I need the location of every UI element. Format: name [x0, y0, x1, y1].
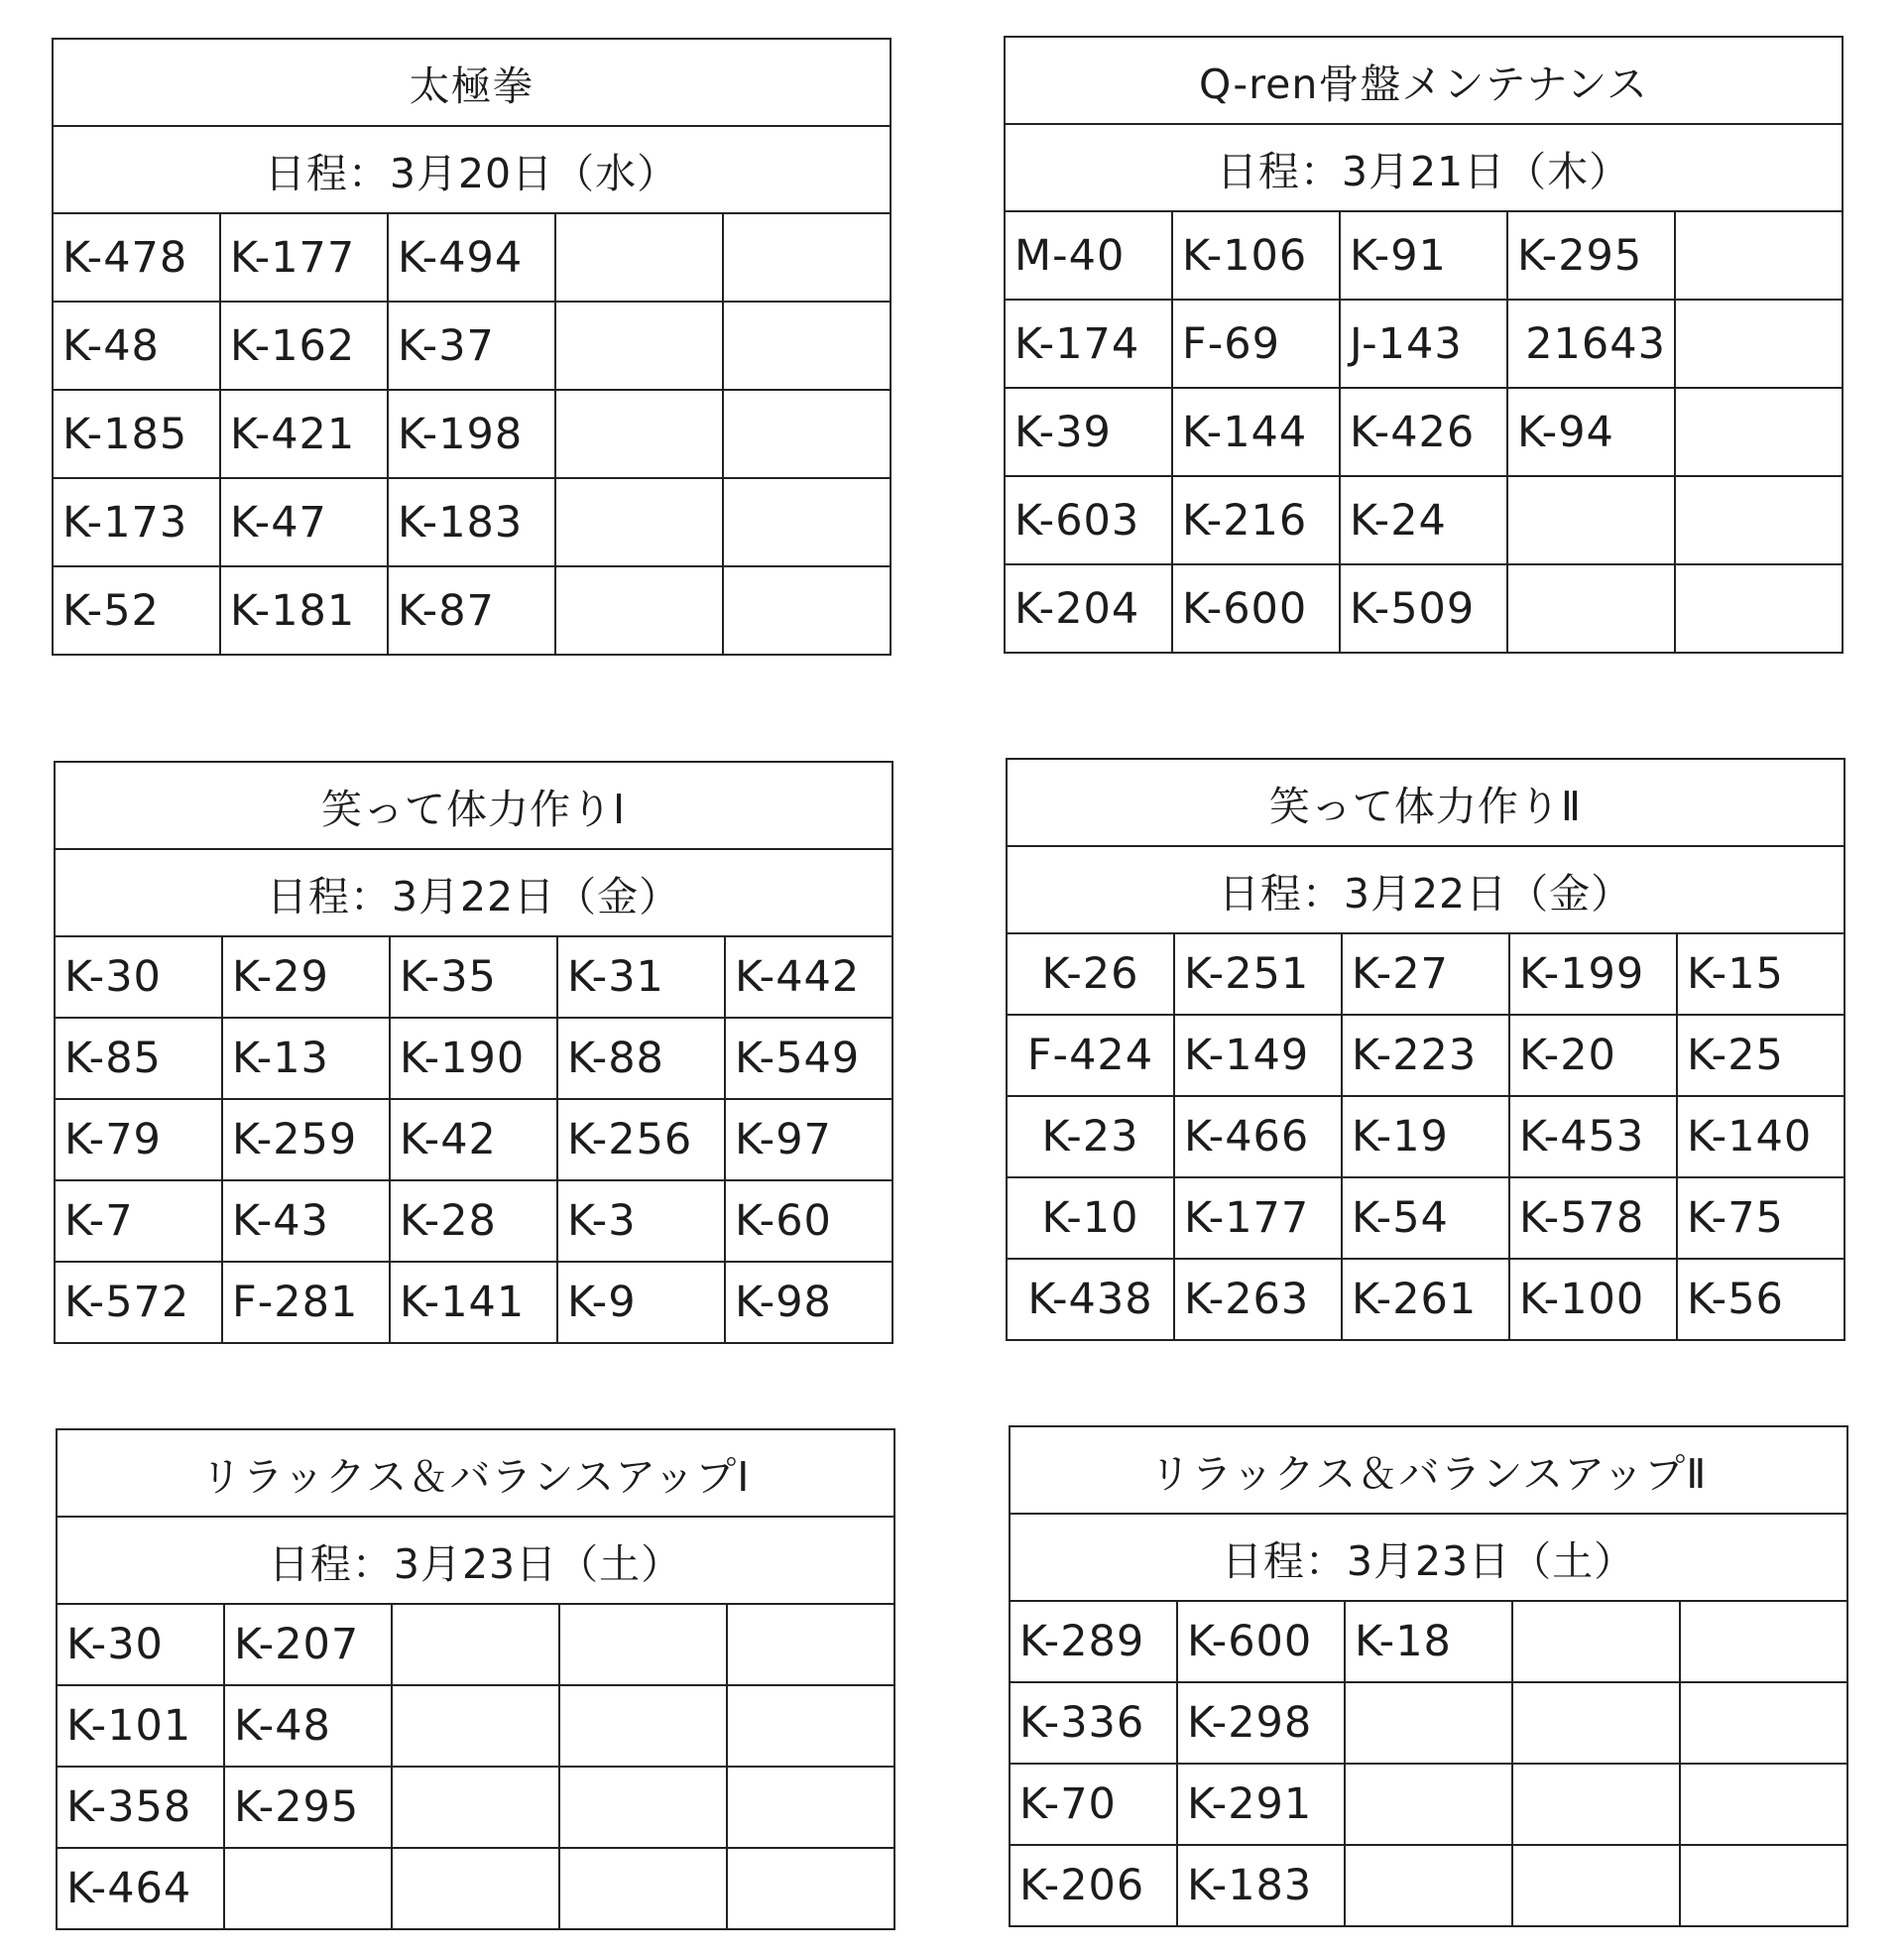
table-cell: K-20 — [1509, 1015, 1677, 1096]
table-row — [1007, 1096, 1844, 1177]
table-cell: K-70 — [1010, 1764, 1177, 1845]
table-cell — [559, 1848, 727, 1929]
table-cell — [1345, 1845, 1512, 1926]
table-row — [57, 1767, 894, 1848]
table-cell: K-9 — [557, 1262, 725, 1343]
table-cell: K-101 — [57, 1685, 224, 1767]
table-cell: K-295 — [1507, 211, 1675, 300]
table-cell: K-31 — [557, 936, 725, 1018]
table-cell — [559, 1604, 727, 1685]
table-cell: K-181 — [220, 566, 388, 655]
table-cell — [723, 478, 891, 566]
table-row — [55, 1262, 892, 1343]
table-cell: K-24 — [1340, 476, 1507, 564]
table-cell — [392, 1685, 559, 1767]
table-cell: K-35 — [390, 936, 557, 1018]
table-date: 日程：3月23日（土） — [1010, 1514, 1847, 1601]
table-cell: K-438 — [1007, 1259, 1174, 1340]
table-cell: K-572 — [55, 1262, 222, 1343]
table-cell: K-43 — [222, 1180, 390, 1262]
table-row — [1010, 1601, 1847, 1682]
table-cell: K-261 — [1342, 1259, 1509, 1340]
table-cell: K-494 — [388, 213, 555, 302]
table-cell: K-141 — [390, 1262, 557, 1343]
table-cell: K-600 — [1177, 1601, 1345, 1682]
table-cell: K-466 — [1174, 1096, 1342, 1177]
table-cell — [555, 478, 723, 566]
table-row — [53, 566, 891, 655]
table-cell: K-25 — [1677, 1015, 1844, 1096]
table-row — [1007, 933, 1844, 1015]
table-cell — [723, 566, 891, 655]
table-cell: K-75 — [1677, 1177, 1844, 1259]
table-cell — [727, 1848, 894, 1929]
table-cell: K-15 — [1677, 933, 1844, 1015]
table-cell: K-97 — [725, 1099, 892, 1180]
table-row — [53, 302, 891, 390]
schedule-table-relax-balance-2 — [1009, 1425, 1848, 1927]
table-cell: K-85 — [55, 1018, 222, 1099]
table-cell — [1507, 564, 1675, 653]
table-cell: K-30 — [55, 936, 222, 1018]
table-cell: K-37 — [388, 302, 555, 390]
table-row — [55, 936, 892, 1018]
schedule-table-relax-balance-1 — [56, 1428, 895, 1930]
table-title: リラックス＆バランスアップⅡ — [1010, 1426, 1847, 1514]
table-cell: K-336 — [1010, 1682, 1177, 1764]
table-cell: K-3 — [557, 1180, 725, 1262]
table-cell — [1512, 1682, 1680, 1764]
table-cell: K-464 — [57, 1848, 224, 1929]
table-cell: M-40 — [1005, 211, 1172, 300]
table-cell — [1675, 211, 1843, 300]
table-cell: K-183 — [388, 478, 555, 566]
table-cell: K-603 — [1005, 476, 1172, 564]
table-cell — [1675, 300, 1843, 388]
table-cell: K-183 — [1177, 1845, 1345, 1926]
table-cell: K-251 — [1174, 933, 1342, 1015]
table-cell — [727, 1767, 894, 1848]
table-cell: K-23 — [1007, 1096, 1174, 1177]
table-cell: K-19 — [1342, 1096, 1509, 1177]
table-cell: K-60 — [725, 1180, 892, 1262]
table-row — [1007, 1259, 1844, 1340]
table-cell — [559, 1685, 727, 1767]
table-cell: K-52 — [53, 566, 220, 655]
table-cell: K-256 — [557, 1099, 725, 1180]
table-cell: K-358 — [57, 1767, 224, 1848]
table-cell: K-18 — [1345, 1601, 1512, 1682]
table-cell: F-281 — [222, 1262, 390, 1343]
table-cell — [1680, 1682, 1847, 1764]
table-cell: K-94 — [1507, 388, 1675, 476]
table-cell: K-295 — [224, 1767, 392, 1848]
table-cell: K-42 — [390, 1099, 557, 1180]
table-cell: K-291 — [1177, 1764, 1345, 1845]
table-cell — [1680, 1764, 1847, 1845]
table-cell: K-39 — [1005, 388, 1172, 476]
table-title: Q-ren骨盤メンテナンス — [1005, 37, 1843, 124]
table-row — [57, 1848, 894, 1929]
table-cell: K-426 — [1340, 388, 1507, 476]
table-cell: K-199 — [1509, 933, 1677, 1015]
table-cell: K-26 — [1007, 933, 1174, 1015]
table-cell — [392, 1767, 559, 1848]
table-cell: K-263 — [1174, 1259, 1342, 1340]
table-row — [1010, 1764, 1847, 1845]
table-title: 笑って体力作りⅡ — [1007, 759, 1844, 846]
table-cell: K-600 — [1172, 564, 1340, 653]
table-title: リラックス＆バランスアップⅠ — [57, 1429, 894, 1517]
table-cell: K-216 — [1172, 476, 1340, 564]
table-cell — [727, 1604, 894, 1685]
table-cell: K-106 — [1172, 211, 1340, 300]
table-date: 日程：3月20日（水） — [53, 126, 891, 213]
table-cell — [559, 1767, 727, 1848]
table-cell — [1675, 476, 1843, 564]
table-cell: K-421 — [220, 390, 388, 478]
table-cell: K-174 — [1005, 300, 1172, 388]
table-cell: K-204 — [1005, 564, 1172, 653]
table-cell: K-79 — [55, 1099, 222, 1180]
table-cell — [1512, 1601, 1680, 1682]
table-cell: K-144 — [1172, 388, 1340, 476]
table-cell: K-28 — [390, 1180, 557, 1262]
table-date: 日程：3月21日（木） — [1005, 124, 1843, 211]
table-row — [55, 1180, 892, 1262]
table-row — [1010, 1845, 1847, 1926]
table-cell: K-54 — [1342, 1177, 1509, 1259]
table-cell: K-549 — [725, 1018, 892, 1099]
table-cell: K-173 — [53, 478, 220, 566]
table-cell: K-478 — [53, 213, 220, 302]
table-cell — [1345, 1682, 1512, 1764]
table-cell: K-27 — [1342, 933, 1509, 1015]
table-row — [55, 1018, 892, 1099]
table-row — [53, 478, 891, 566]
table-cell: K-177 — [1174, 1177, 1342, 1259]
table-cell: K-185 — [53, 390, 220, 478]
table-cell — [1675, 564, 1843, 653]
schedule-table-laugh-fitness-1 — [54, 761, 893, 1344]
table-row — [1007, 1177, 1844, 1259]
table-cell: K-87 — [388, 566, 555, 655]
table-title: 笑って体力作りⅠ — [55, 762, 892, 849]
schedule-table-laugh-fitness-2 — [1006, 758, 1845, 1341]
table-cell — [727, 1685, 894, 1767]
table-cell — [555, 566, 723, 655]
table-cell: K-140 — [1677, 1096, 1844, 1177]
table-cell: K-91 — [1340, 211, 1507, 300]
schedule-table-qren-pelvis — [1004, 36, 1844, 654]
table-cell: K-298 — [1177, 1682, 1345, 1764]
table-cell: F-69 — [1172, 300, 1340, 388]
table-date: 日程：3月22日（金） — [55, 849, 892, 936]
table-cell: K-7 — [55, 1180, 222, 1262]
table-cell: K-30 — [57, 1604, 224, 1685]
table-cell: K-100 — [1509, 1259, 1677, 1340]
table-row — [1005, 476, 1843, 564]
table-cell: F-424 — [1007, 1015, 1174, 1096]
table-cell — [392, 1848, 559, 1929]
table-cell: K-206 — [1010, 1845, 1177, 1926]
table-cell: K-162 — [220, 302, 388, 390]
table-title: 太極拳 — [53, 39, 891, 126]
table-cell — [1345, 1764, 1512, 1845]
table-row — [53, 213, 891, 302]
table-cell — [1507, 476, 1675, 564]
table-cell: K-198 — [388, 390, 555, 478]
table-date: 日程：3月23日（土） — [57, 1517, 894, 1604]
table-cell — [555, 302, 723, 390]
table-cell: K-13 — [222, 1018, 390, 1099]
table-cell — [723, 213, 891, 302]
table-cell: K-10 — [1007, 1177, 1174, 1259]
table-cell: K-48 — [224, 1685, 392, 1767]
table-cell: K-29 — [222, 936, 390, 1018]
table-cell: 21643 — [1507, 300, 1675, 388]
table-cell: J-143 — [1340, 300, 1507, 388]
table-cell: K-98 — [725, 1262, 892, 1343]
table-row — [53, 390, 891, 478]
table-cell — [1680, 1845, 1847, 1926]
table-cell: K-509 — [1340, 564, 1507, 653]
table-cell: K-177 — [220, 213, 388, 302]
table-row — [55, 1099, 892, 1180]
table-cell: K-453 — [1509, 1096, 1677, 1177]
table-cell: K-223 — [1342, 1015, 1509, 1096]
table-cell — [723, 302, 891, 390]
table-cell: K-289 — [1010, 1601, 1177, 1682]
table-row — [1005, 211, 1843, 300]
table-date: 日程：3月22日（金） — [1007, 846, 1844, 933]
table-cell: K-207 — [224, 1604, 392, 1685]
table-row — [1005, 564, 1843, 653]
table-cell — [555, 390, 723, 478]
table-row — [1010, 1682, 1847, 1764]
table-cell: K-48 — [53, 302, 220, 390]
table-cell: K-578 — [1509, 1177, 1677, 1259]
table-cell — [723, 390, 891, 478]
table-row — [57, 1685, 894, 1767]
table-cell — [1512, 1764, 1680, 1845]
table-row — [57, 1604, 894, 1685]
table-row — [1007, 1015, 1844, 1096]
table-cell — [392, 1604, 559, 1685]
table-cell: K-47 — [220, 478, 388, 566]
table-cell — [555, 213, 723, 302]
table-cell — [1512, 1845, 1680, 1926]
table-cell — [224, 1848, 392, 1929]
table-cell: K-56 — [1677, 1259, 1844, 1340]
table-row — [1005, 388, 1843, 476]
table-cell: K-149 — [1174, 1015, 1342, 1096]
table-row — [1005, 300, 1843, 388]
schedule-table-taikyokuken — [52, 38, 892, 656]
table-cell: K-442 — [725, 936, 892, 1018]
table-cell — [1680, 1601, 1847, 1682]
table-cell: K-259 — [222, 1099, 390, 1180]
table-cell: K-190 — [390, 1018, 557, 1099]
table-cell: K-88 — [557, 1018, 725, 1099]
table-cell — [1675, 388, 1843, 476]
